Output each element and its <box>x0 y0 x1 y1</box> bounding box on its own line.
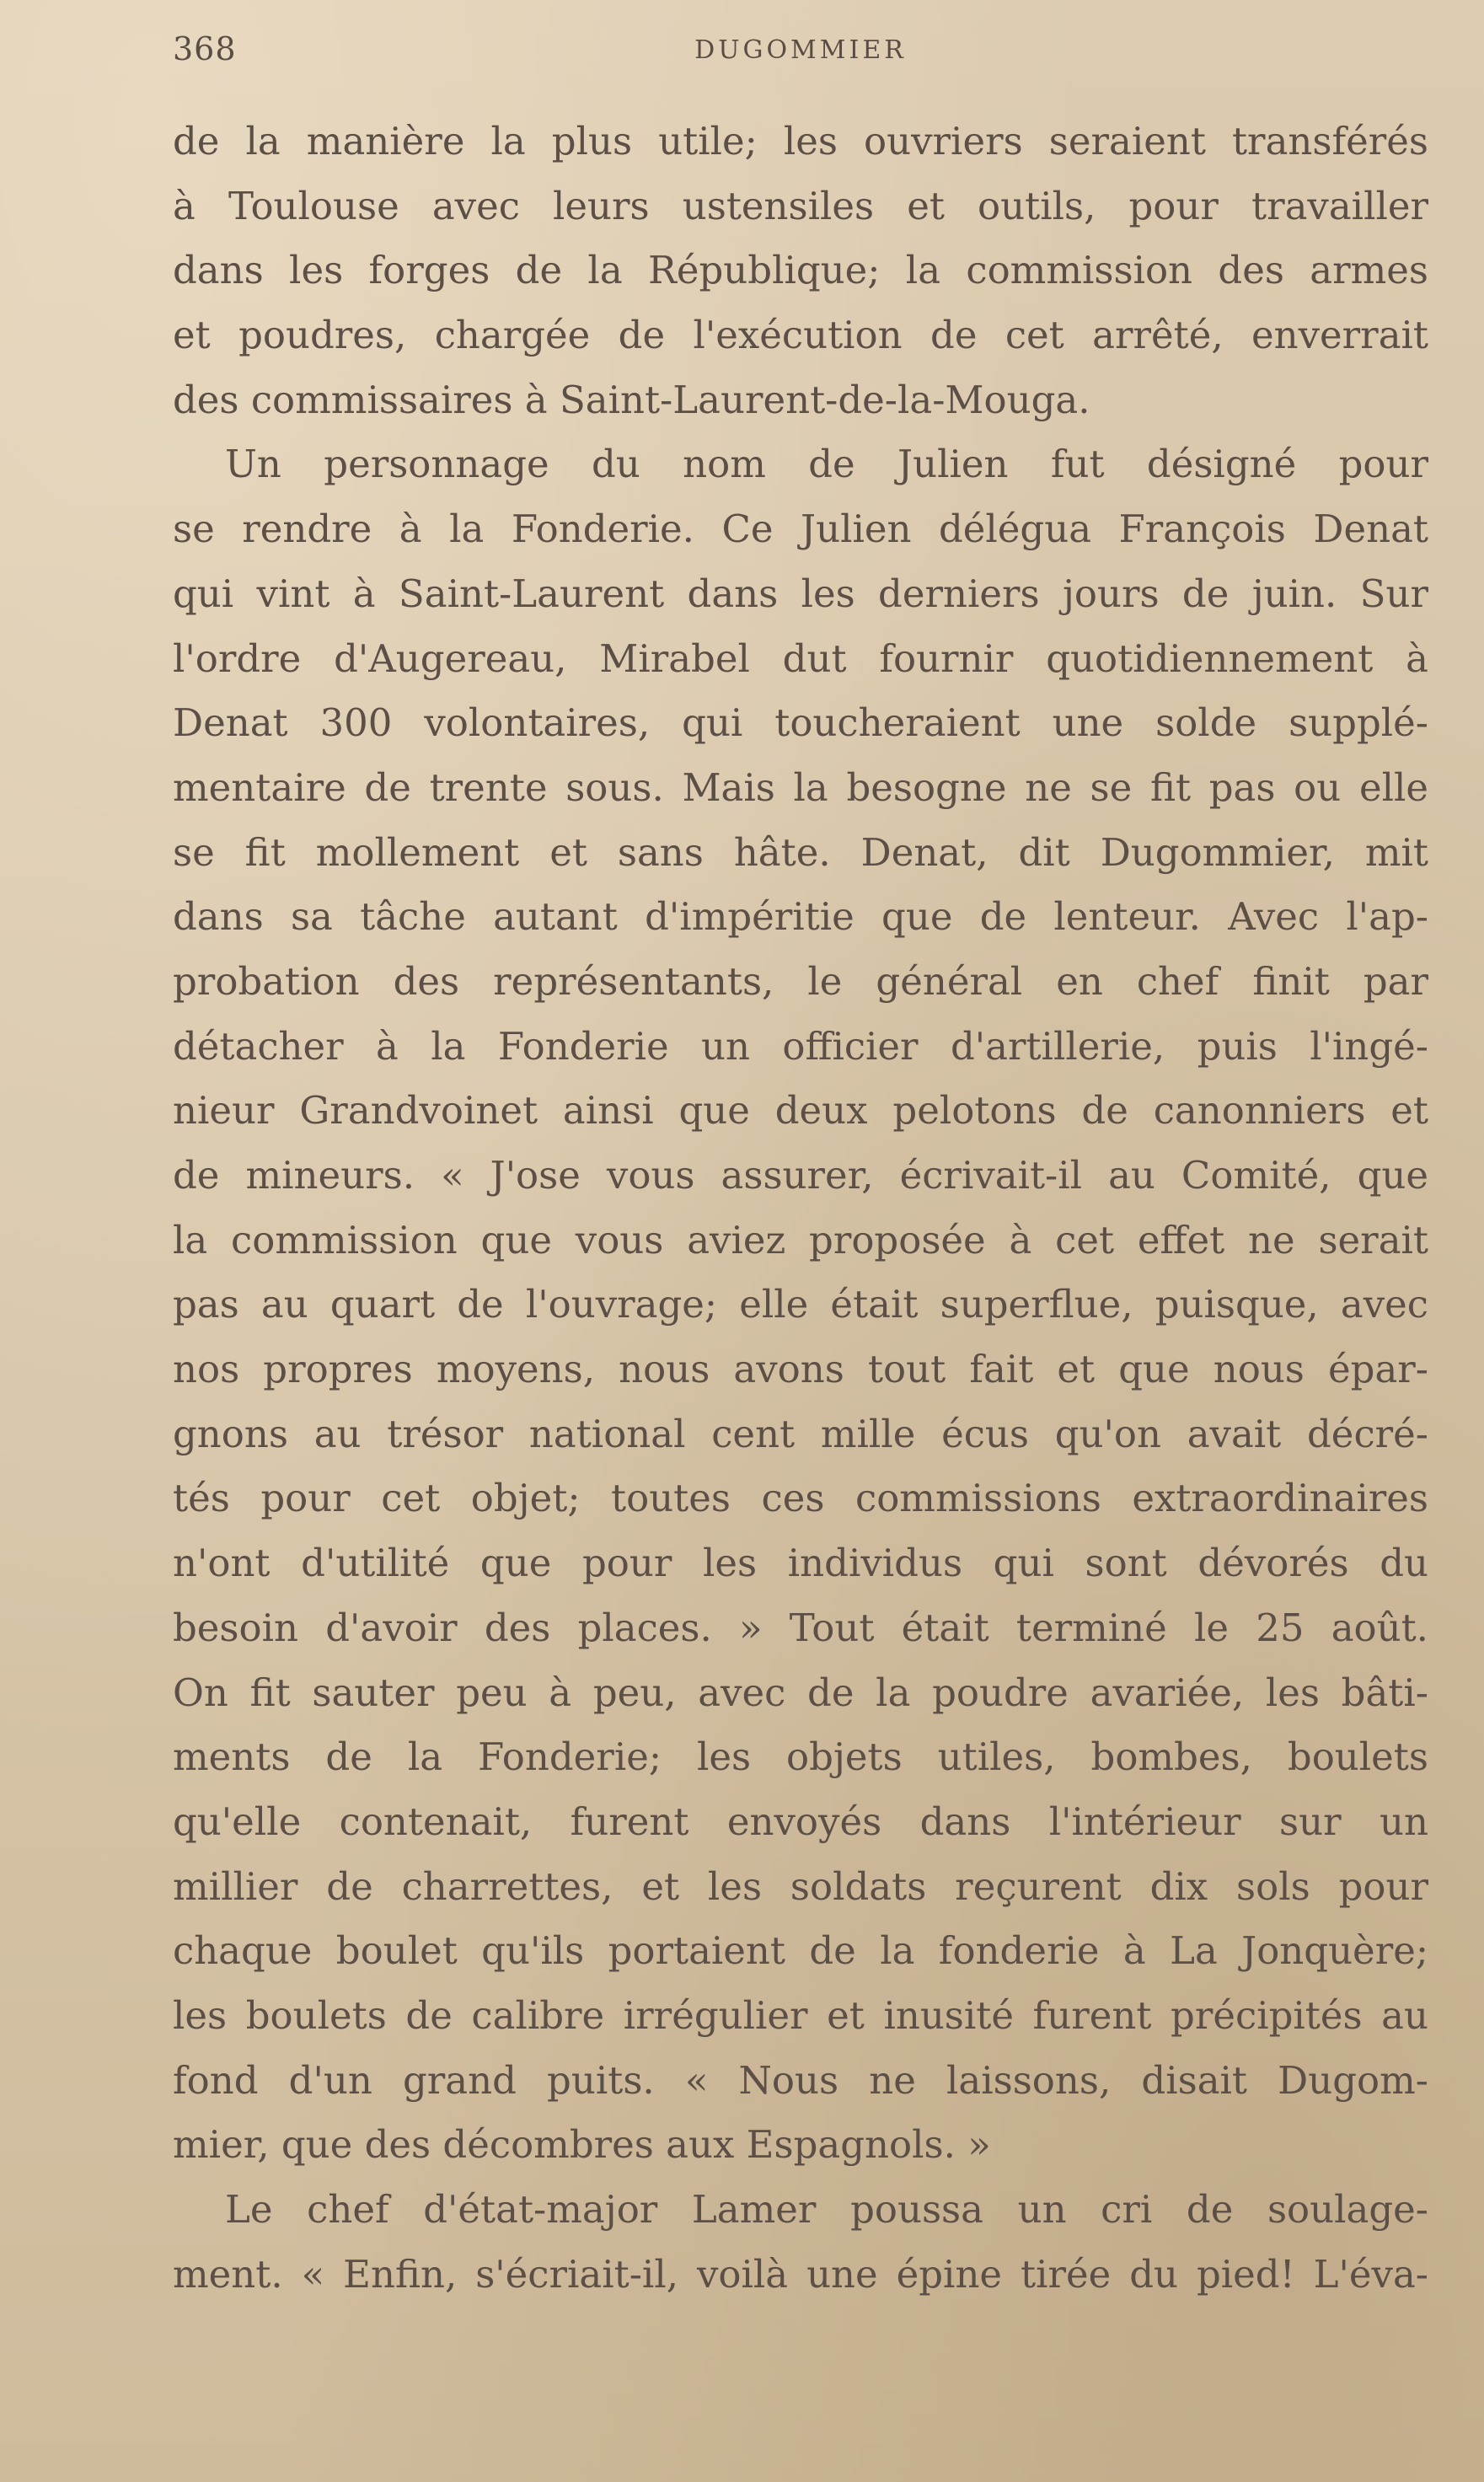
text-line: chaque boulet qu'ils portaient de la fonderie à La Jonquère; <box>173 1928 1428 1974</box>
text-line: n'ont d'utilité que pour les individus qui sont dévorés du <box>173 1541 1428 1586</box>
text-line: mentaire de trente sous. Mais la besogne ne se fit pas ou elle <box>173 764 1428 810</box>
running-head <box>173 30 1428 72</box>
page-number: 368 <box>173 30 237 67</box>
text-line: ment. « Enfin, s'écriait-il, voilà une épine tirée du pied! L'éva- <box>173 2251 1428 2297</box>
text-line: détacher à la Fonderie un officier d'artillerie, puis l'ingé- <box>173 1023 1428 1069</box>
text-line: Denat 300 volontaires, qui toucheraient une solde supplé- <box>173 700 1428 746</box>
text-line: les boulets de calibre irrégulier et inusité furent précipités au <box>173 1992 1428 2038</box>
text-line: de la manière la plus utile; les ouvriers seraient transférés <box>173 119 1428 164</box>
text-line: pas au quart de l'ouvrage; elle était superflue, puisque, avec <box>173 1282 1428 1327</box>
text-line: fond d'un grand puits. « Nous ne laissons, disait Dugom- <box>173 2057 1428 2103</box>
text-line: gnons au trésor national cent mille écus qu'on avait décré- <box>173 1411 1428 1456</box>
running-title: DUGOMMIER <box>694 35 907 65</box>
body-text <box>173 110 1428 2307</box>
text-line: se fit mollement et sans hâte. Denat, dit Dugommier, mit <box>173 829 1428 875</box>
text-line: de mineurs. « J'ose vous assurer, écrivait-il au Comité, que <box>173 1153 1428 1198</box>
text-line: qui vint à Saint-Laurent dans les derniers jours de juin. Sur <box>173 571 1428 616</box>
text-line: besoin d'avoir des places. » Tout était terminé le 25 août. <box>173 1605 1428 1650</box>
text-line: probation des représentants, le général en chef finit par <box>173 958 1428 1004</box>
text-line: ments de la Fonderie; les objets utiles, bombes, boulets <box>173 1734 1428 1780</box>
text-line: la commission que vous aviez proposée à cet effet ne serait <box>173 1217 1428 1262</box>
text-line: et poudres, chargée de l'exécution de cet arrêté, enverrait <box>173 313 1428 358</box>
text-line: tés pour cet objet; toutes ces commissions extraordinaires <box>173 1476 1428 1521</box>
text-line: Le chef d'état-major Lamer poussa un cri de soulage- <box>225 2187 1428 2232</box>
text-line: des commissaires à Saint-Laurent-de-la-Mouga. <box>173 377 1090 422</box>
text-line: dans les forges de la République; la commission des armes <box>173 248 1428 293</box>
text-line: nos propres moyens, nous avons tout fait et que nous épar- <box>173 1347 1428 1392</box>
text-line: Un personnage du nom de Julien fut désigné pour <box>225 442 1428 487</box>
text-line: se rendre à la Fonderie. Ce Julien délégua François Denat <box>173 507 1428 552</box>
text-line: à Toulouse avec leurs ustensiles et outils, pour travailler <box>173 183 1428 228</box>
text-line: dans sa tâche autant d'impéritie que de lenteur. Avec l'ap- <box>173 894 1428 940</box>
text-line: qu'elle contenait, furent envoyés dans l'intérieur sur un <box>173 1799 1428 1844</box>
text-line: mier, que des décombres aux Espagnols. » <box>173 2122 991 2168</box>
text-line: nieur Grandvoinet ainsi que deux pelotons de canonniers et <box>173 1088 1428 1134</box>
text-line: On fit sauter peu à peu, avec de la poudre avariée, les bâti- <box>173 1670 1428 1715</box>
text-line: millier de charrettes, et les soldats reçurent dix sols pour <box>173 1863 1428 1909</box>
text-line: l'ordre d'Augereau, Mirabel dut fournir quotidiennement à <box>173 635 1428 681</box>
